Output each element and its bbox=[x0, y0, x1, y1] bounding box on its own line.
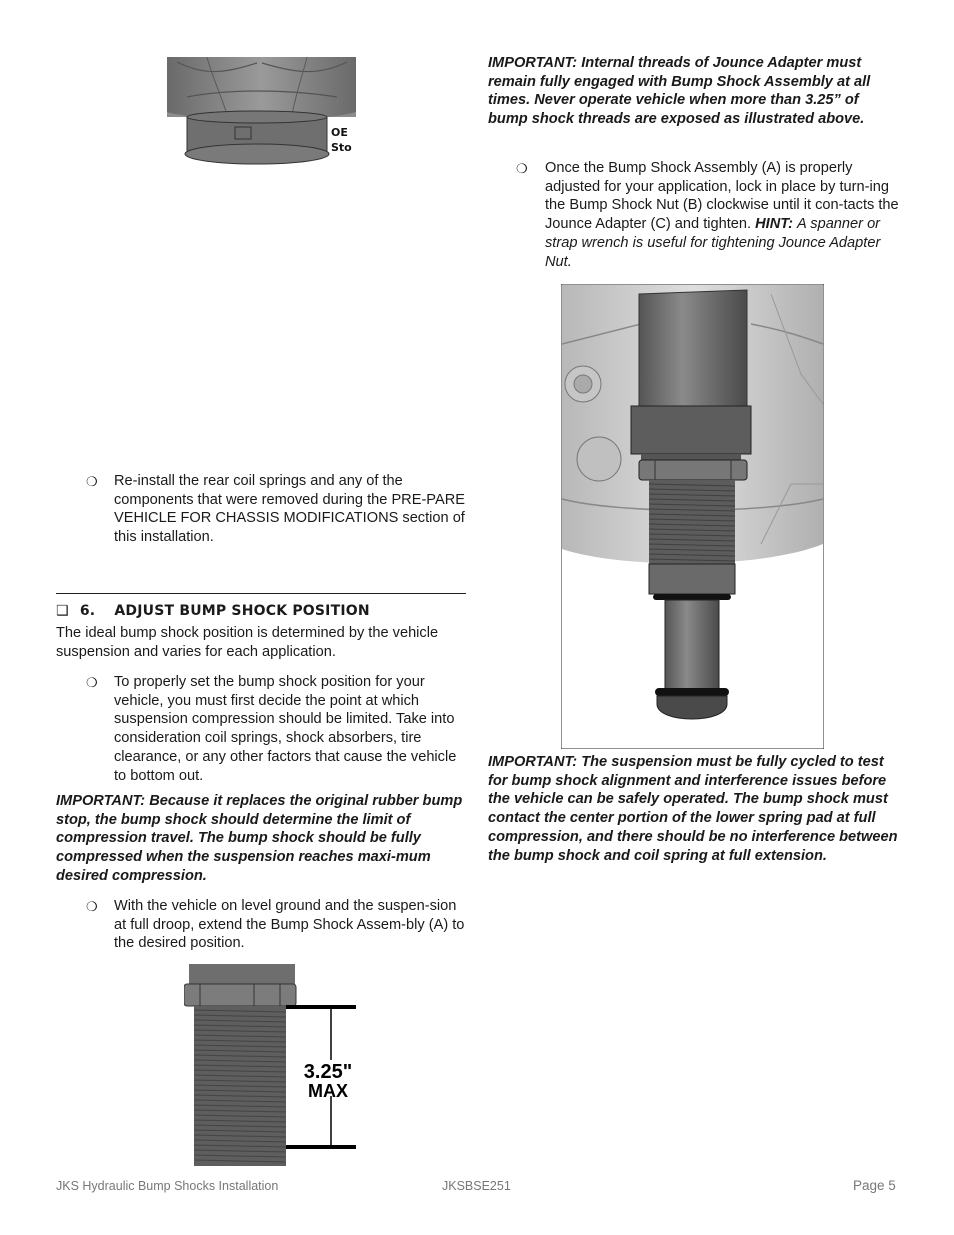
footer-code: JKSBSE251 bbox=[442, 1179, 511, 1193]
max-value-label: 3.25" bbox=[303, 1061, 353, 1083]
section-heading bbox=[56, 593, 466, 621]
threads-max-image bbox=[184, 964, 360, 1169]
bullet-icon: ❍ bbox=[516, 161, 528, 176]
level-ground-paragraph: With the vehicle on level ground and the suspen-sion at full droop, extend the Bump Shock Assem-bly (A) to the desired position. bbox=[114, 898, 465, 952]
section-title: ADJUST BUMP SHOCK POSITION bbox=[114, 603, 370, 619]
bullet-icon: ❍ bbox=[86, 899, 98, 914]
page-number: Page 5 bbox=[853, 1178, 896, 1193]
lock-paragraph bbox=[545, 159, 900, 271]
checkbox-icon: ❑ bbox=[56, 603, 69, 619]
installed-bump-shock-image bbox=[561, 284, 824, 749]
max-label: MAX bbox=[308, 1081, 348, 1101]
oe-label-line1: OE bbox=[331, 126, 348, 139]
oe-label-line2: Sto bbox=[331, 141, 352, 154]
important-cycle-note: IMPORTANT: The suspension must be fully cycled to test for bump shock alignment and interference issues before the vehicle can be safely operated. The bump shock must contact the center portion of the lower spring pad at full compression, and there should be no interference between the bump shock and coil spring at full extension. bbox=[488, 754, 898, 864]
properly-paragraph: To properly set the bump shock position for your vehicle, you must first decide the point at which suspension compression should be limited. Take into consideration coil springs, shock absorbers, tire clearance, or any other factors that cause the vehicle to bottom out. bbox=[114, 674, 457, 784]
bullet-icon: ❍ bbox=[86, 675, 98, 690]
hint-text: A spanner or strap wrench is useful for tightening Jounce Adapter Nut. bbox=[545, 216, 881, 270]
important-rubber-note: IMPORTANT: Because it replaces the original rubber bump stop, the bump shock should determine the limit of compression travel. The bump shock should be fully compressed when the suspension reaches maxi-mum desired compression. bbox=[56, 793, 463, 884]
intro-paragraph: The ideal bump shock position is determined by the vehicle suspension and varies for each application. bbox=[56, 625, 439, 660]
oe-bump-stop-image bbox=[167, 57, 356, 175]
section-number: 6. bbox=[79, 603, 96, 619]
lock-text: Once the Bump Shock Assembly (A) is properly adjusted for your application, lock in place by turn-ing the Bump Shock Nut (B) clockwise until it con-tacts the Jounce Adapter (C) and tighten. bbox=[545, 160, 899, 233]
important-threads-note: IMPORTANT: Internal threads of Jounce Adapter must remain fully engaged with Bump Shock Assembly at all times. Never operate vehicle when more than 3.25” of bump shock threads are exposed as illustrated above. bbox=[488, 55, 871, 128]
hint-label: HINT: bbox=[755, 216, 793, 233]
footer-title: JKS Hydraulic Bump Shocks Installation bbox=[56, 1179, 279, 1193]
reinstall-paragraph: Re-install the rear coil springs and any of the components that were removed during the PRE-PARE VEHICLE FOR CHASSIS MODIFICATIONS section of this installation. bbox=[114, 473, 465, 546]
bullet-icon: ❍ bbox=[86, 474, 98, 489]
